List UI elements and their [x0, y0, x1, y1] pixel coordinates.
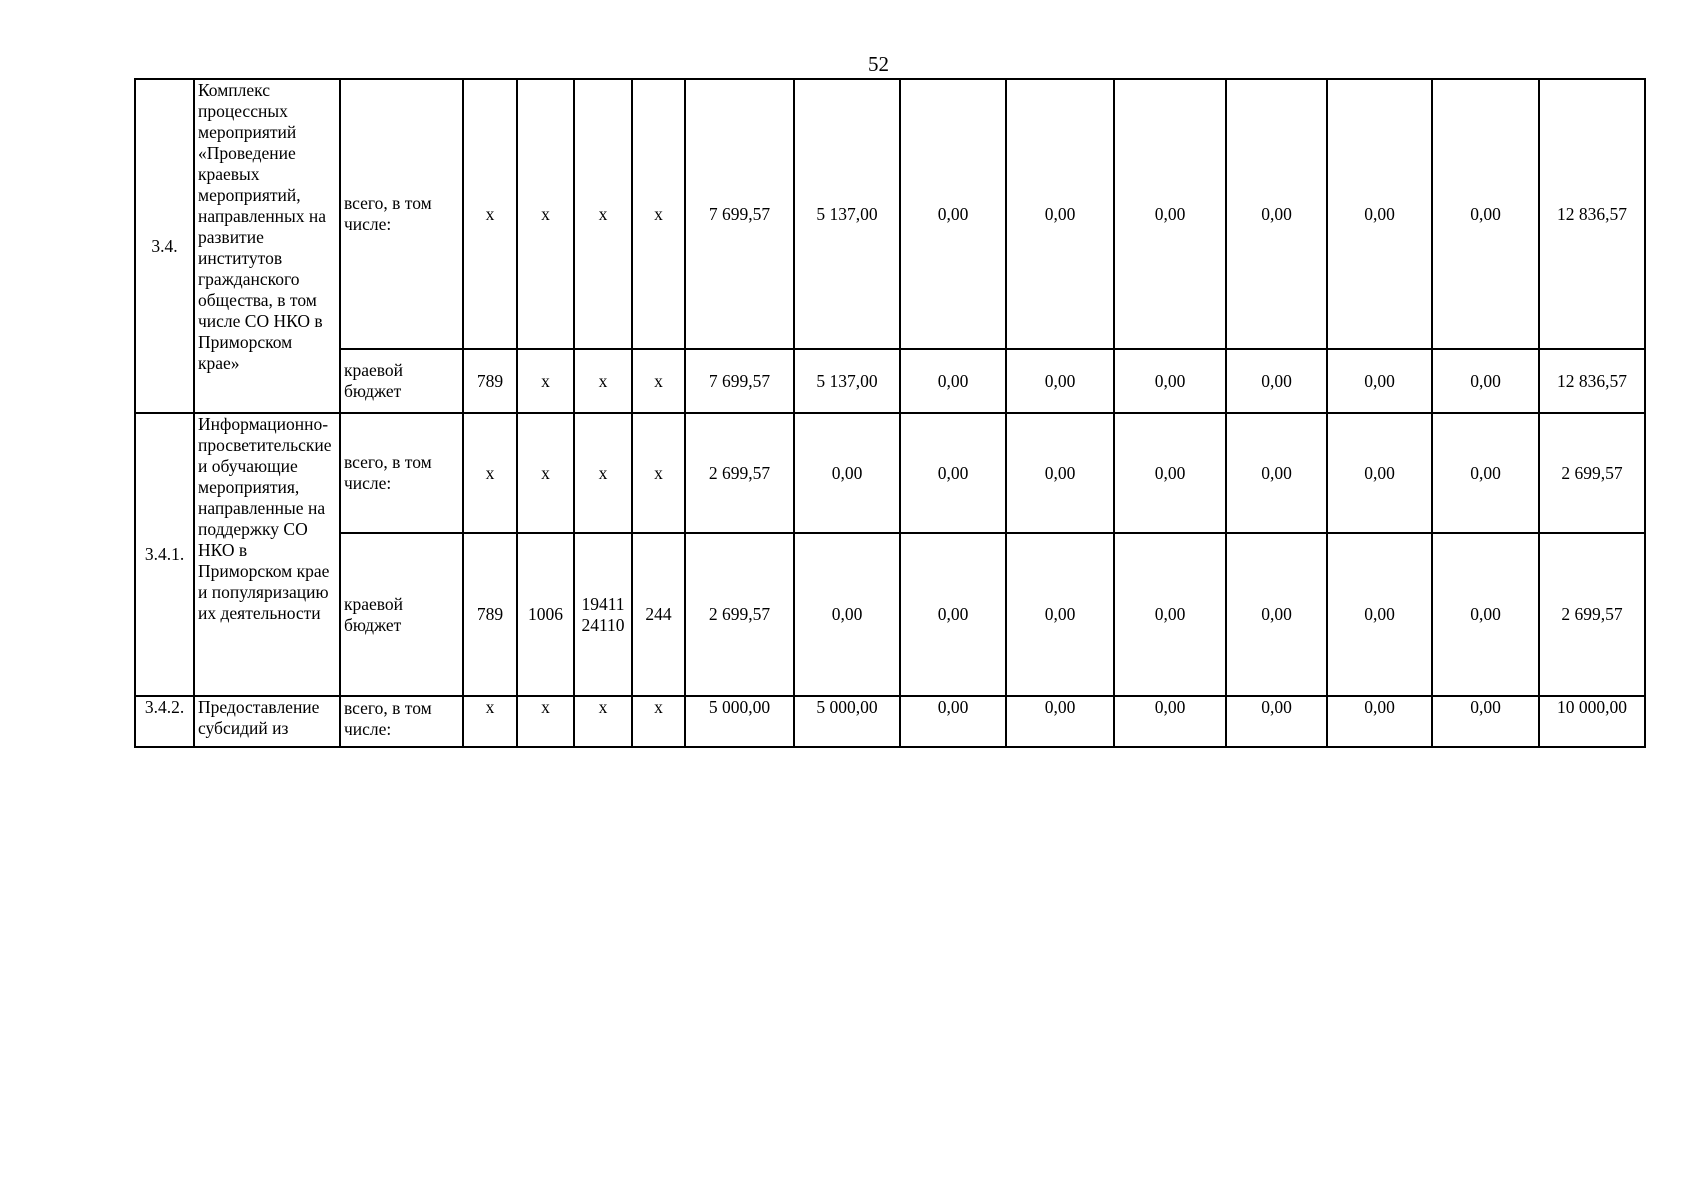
value-cell: 0,00: [900, 79, 1006, 349]
value-cell: 0,00: [1114, 349, 1226, 413]
page-number: 52: [868, 52, 889, 76]
value-cell: 0,00: [1006, 79, 1114, 349]
value-cell: 0,00: [1006, 349, 1114, 413]
vr-code: х: [632, 413, 685, 533]
row-name: Комплекс процессных мероприятий «Проведение краевых мероприятий, направленных на развитие институтов гражданского общества, в том числе СО НКО в Приморском крае»: [194, 79, 340, 413]
value-cell: 0,00: [1226, 696, 1327, 747]
value-cell: 0,00: [1226, 533, 1327, 696]
value-cell: 0,00: [900, 696, 1006, 747]
grbs-code: 789: [463, 349, 517, 413]
vr-code: х: [632, 79, 685, 349]
value-cell: 0,00: [1432, 349, 1539, 413]
budget-table: [134, 78, 1646, 748]
table-row: [135, 413, 1645, 533]
value-cell: 0,00: [900, 349, 1006, 413]
funding-source: всего, в том числе:: [340, 413, 463, 533]
table-row: [135, 533, 1645, 696]
value-cell: 2 699,57: [685, 533, 794, 696]
row-number: 3.4.2.: [135, 696, 194, 747]
table-row: [135, 349, 1645, 413]
vr-code: 244: [632, 533, 685, 696]
rzpr-code: 1006: [517, 533, 574, 696]
total-cell: 2 699,57: [1539, 413, 1645, 533]
total-cell: 2 699,57: [1539, 533, 1645, 696]
total-cell: 12 836,57: [1539, 79, 1645, 349]
grbs-code: х: [463, 413, 517, 533]
value-cell: 0,00: [1327, 696, 1432, 747]
value-cell: 0,00: [1432, 413, 1539, 533]
grbs-code: х: [463, 696, 517, 747]
table-row: [135, 696, 1645, 747]
vr-code: х: [632, 696, 685, 747]
value-cell: 7 699,57: [685, 79, 794, 349]
table-row: [135, 79, 1645, 349]
value-cell: 5 000,00: [794, 696, 900, 747]
value-cell: 0,00: [1327, 413, 1432, 533]
rzpr-code: х: [517, 79, 574, 349]
value-cell: 0,00: [1114, 533, 1226, 696]
funding-source: краевой бюджет: [340, 533, 463, 696]
value-cell: 0,00: [1432, 696, 1539, 747]
value-cell: 0,00: [900, 413, 1006, 533]
value-cell: 0,00: [794, 533, 900, 696]
value-cell: 0,00: [1327, 533, 1432, 696]
value-cell: 0,00: [1006, 413, 1114, 533]
rzpr-code: х: [517, 696, 574, 747]
value-cell: 0,00: [1114, 79, 1226, 349]
csr-code: х: [574, 79, 632, 349]
value-cell: 0,00: [794, 413, 900, 533]
row-number: 3.4.: [135, 79, 194, 413]
value-cell: 0,00: [1432, 533, 1539, 696]
value-cell: 0,00: [1114, 696, 1226, 747]
csr-code: х: [574, 696, 632, 747]
funding-source: всего, в том числе:: [340, 79, 463, 349]
grbs-code: 789: [463, 533, 517, 696]
value-cell: 0,00: [900, 533, 1006, 696]
value-cell: 0,00: [1226, 79, 1327, 349]
csr-code: х: [574, 349, 632, 413]
total-cell: 10 000,00: [1539, 696, 1645, 747]
rzpr-code: х: [517, 413, 574, 533]
value-cell: 7 699,57: [685, 349, 794, 413]
value-cell: 0,00: [1327, 349, 1432, 413]
value-cell: 0,00: [1006, 533, 1114, 696]
value-cell: 0,00: [1006, 696, 1114, 747]
row-number: 3.4.1.: [135, 413, 194, 696]
csr-code: х: [574, 413, 632, 533]
value-cell: 2 699,57: [685, 413, 794, 533]
total-cell: 12 836,57: [1539, 349, 1645, 413]
row-name: Предоставление субсидий из: [194, 696, 340, 747]
grbs-code: х: [463, 79, 517, 349]
funding-source: краевой бюджет: [340, 349, 463, 413]
value-cell: 0,00: [1226, 413, 1327, 533]
rzpr-code: х: [517, 349, 574, 413]
value-cell: 0,00: [1432, 79, 1539, 349]
value-cell: 5 137,00: [794, 349, 900, 413]
value-cell: 5 000,00: [685, 696, 794, 747]
value-cell: 0,00: [1226, 349, 1327, 413]
csr-code: 19411 24110: [574, 533, 632, 696]
value-cell: 0,00: [1114, 413, 1226, 533]
vr-code: х: [632, 349, 685, 413]
value-cell: 5 137,00: [794, 79, 900, 349]
value-cell: 0,00: [1327, 79, 1432, 349]
row-name: Информационно-просветительские и обучающие мероприятия, направленные на поддержку СО НКО в Приморском крае и популяризацию их деятельности: [194, 413, 340, 696]
funding-source: всего, в том числе:: [340, 696, 463, 747]
